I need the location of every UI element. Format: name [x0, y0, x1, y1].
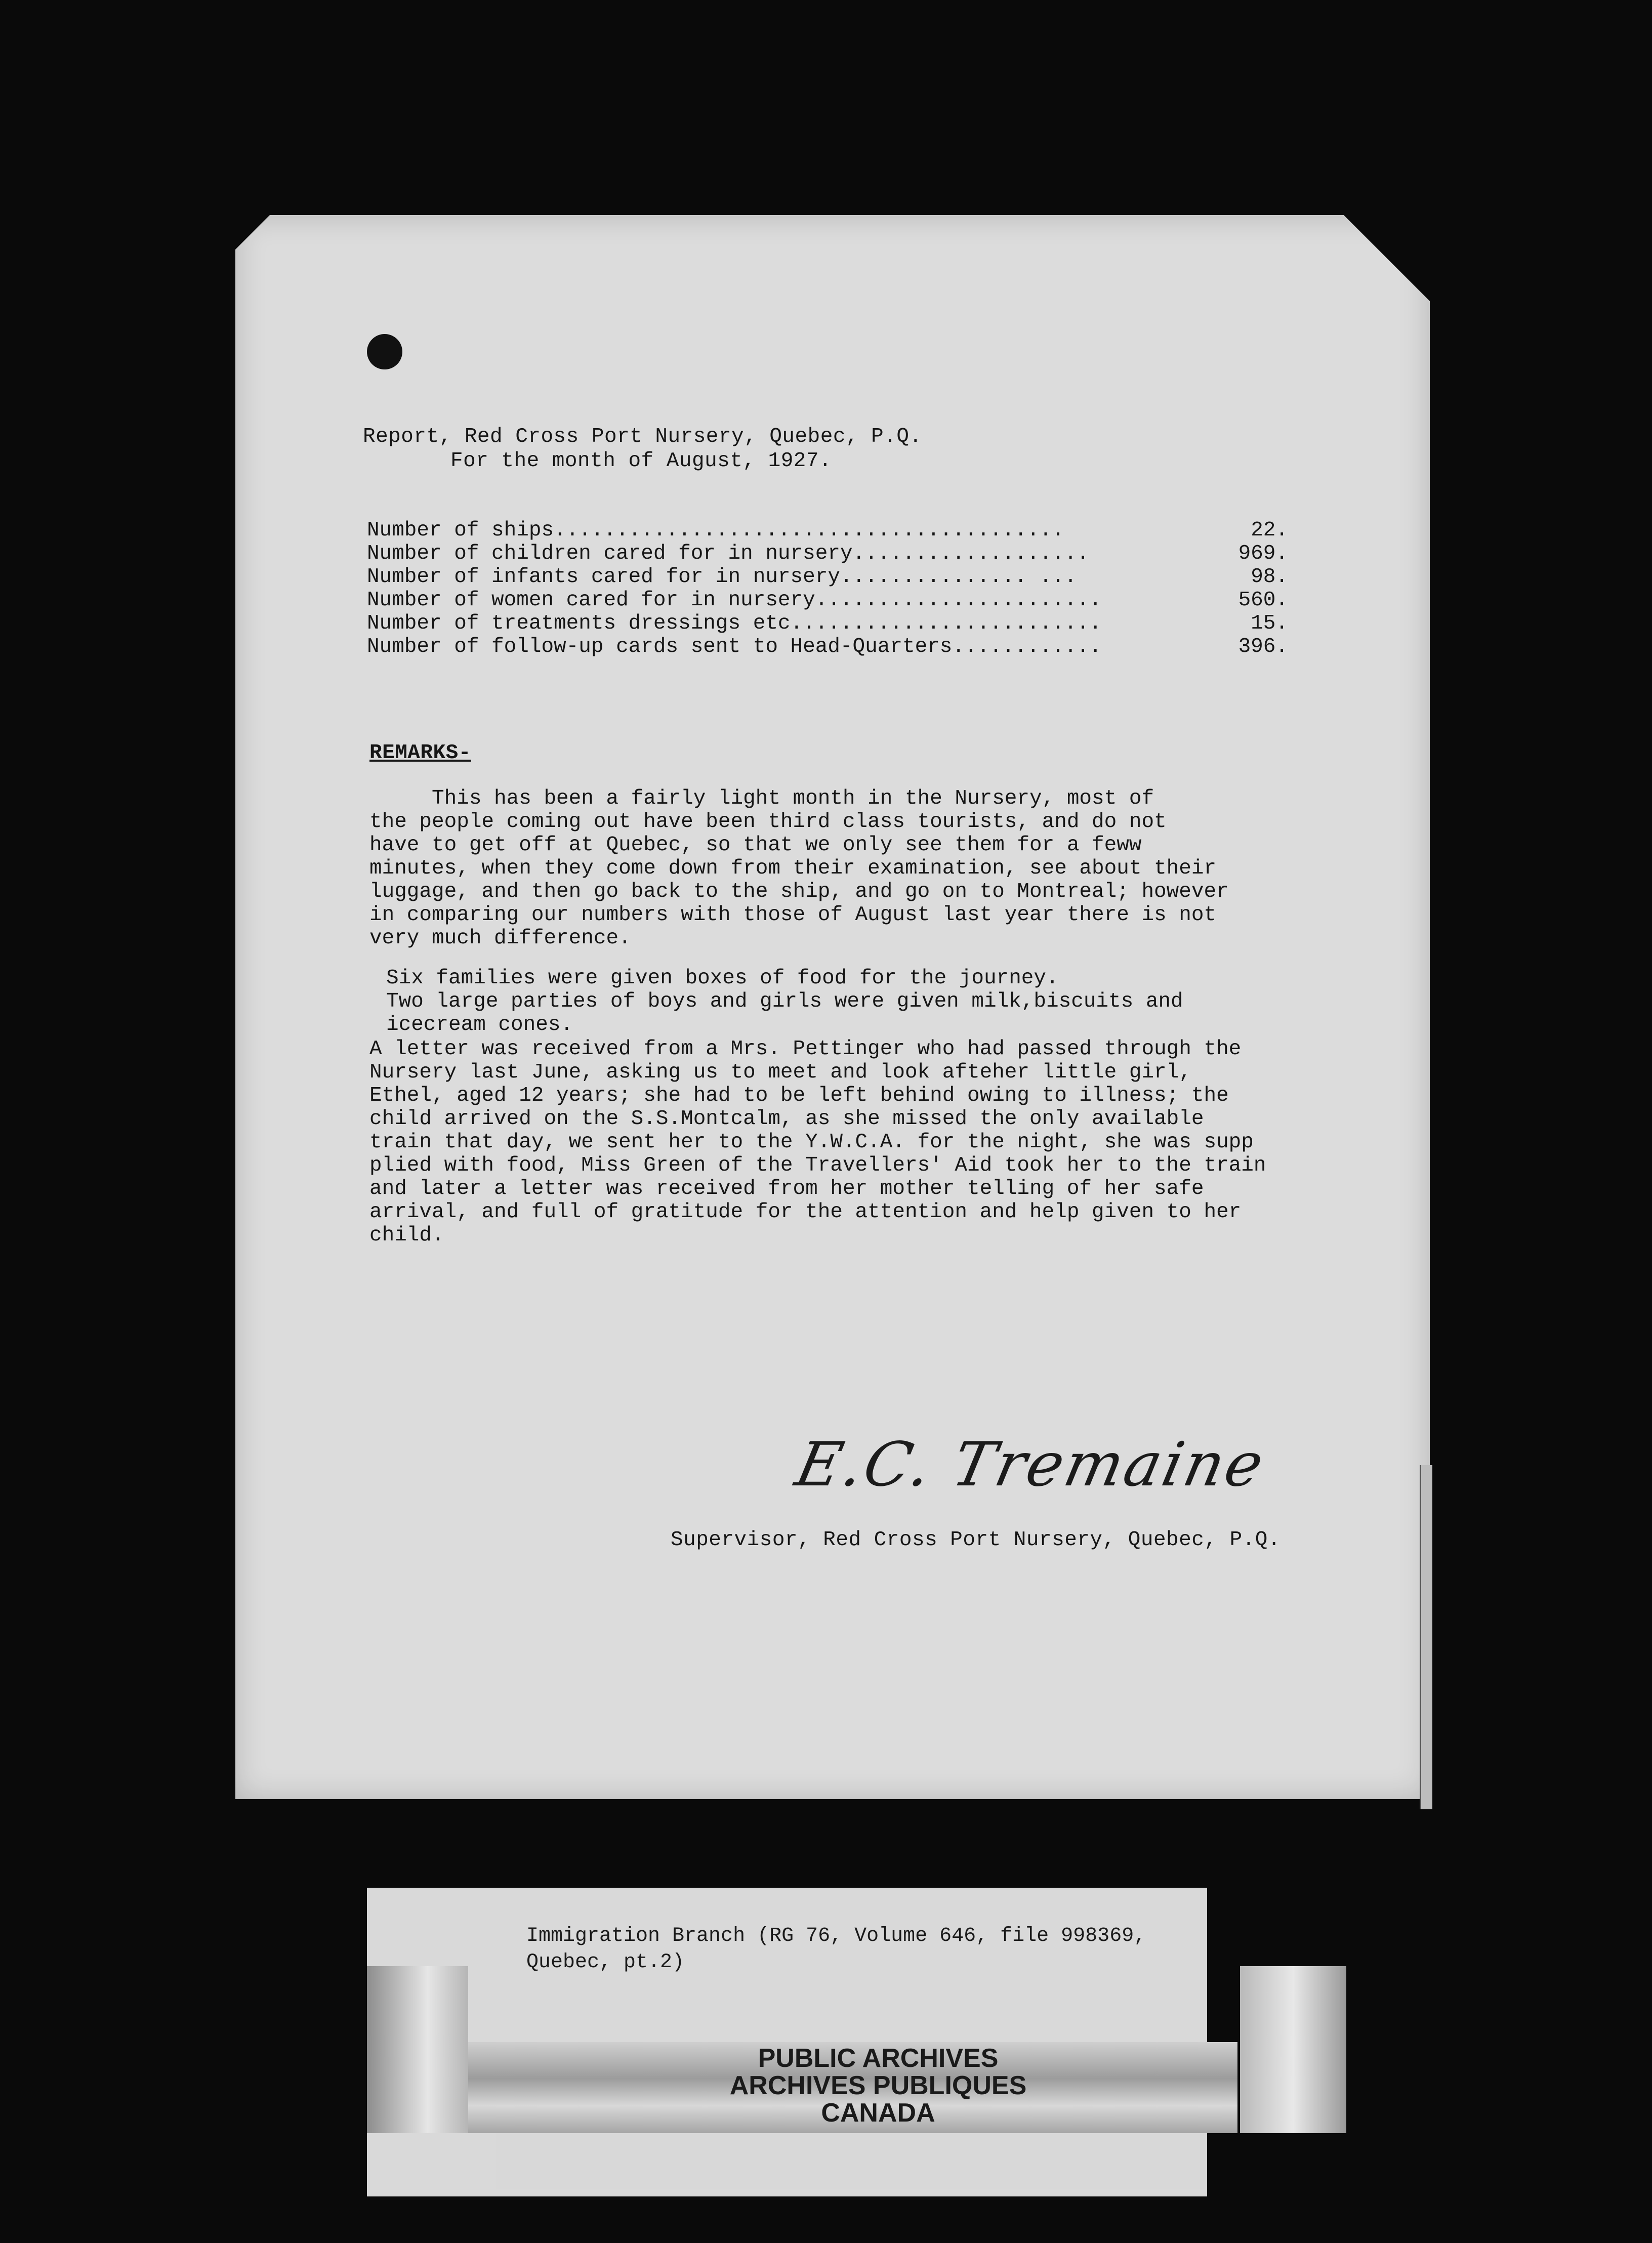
- remarks-paragraph-1: This has been a fairly light month in the Nursery, most of the people coming out have been third class tourists, and do not have to get off at Quebec, so that we only see them for a feww minutes, when they come down from their examination, see about their luggage, and then go back to the ship, and go on to Montreal; however in comparing our numbers with those of August last year there is not very much difference.: [369, 787, 1229, 950]
- archive-reference: Immigration Branch (RG 76, Volume 646, file 998369, Quebec, pt.2): [526, 1925, 1146, 1974]
- folded-corner-left: [234, 215, 270, 251]
- document-page: [235, 215, 1430, 1799]
- statistics-list: [367, 519, 1288, 658]
- folded-corner: [1344, 215, 1430, 301]
- remarks-paragraph-2: Six families were given boxes of food for the journey. Two large parties of boys and girls were given milk,biscuits and icecream cones.: [386, 967, 1183, 1036]
- report-subtitle: For the month of August, 1927.: [450, 449, 832, 473]
- stat-value: 969.: [1238, 542, 1288, 565]
- stat-label: Number of women cared for in nursery.......................: [367, 589, 1102, 612]
- handwritten-signature: E.C. Tremaine: [790, 1430, 1271, 1500]
- archives-stamp: [681, 2045, 1076, 2127]
- stat-label: Number of ships.........................................: [367, 519, 1064, 542]
- stat-value: 98.: [1251, 565, 1288, 589]
- stamp-line-3: CANADA: [821, 2098, 935, 2128]
- report-title: Report, Red Cross Port Nursery, Quebec, P.Q.: [363, 425, 922, 448]
- stat-value: 560.: [1238, 589, 1288, 612]
- stat-row-infants: [367, 565, 1288, 589]
- stat-value: 15.: [1251, 612, 1288, 635]
- stat-label: Number of children cared for in nursery...................: [367, 542, 1090, 565]
- stamp-line-2: ARCHIVES PUBLIQUES: [729, 2071, 1027, 2100]
- stat-row-children: [367, 542, 1288, 565]
- tape-left: [367, 1966, 468, 2133]
- punch-hole: [367, 334, 402, 369]
- attached-paper-edge: [1420, 1465, 1432, 1809]
- supervisor-line: Supervisor, Red Cross Port Nursery, Quebec, P.Q.: [671, 1528, 1281, 1552]
- stat-value: 396.: [1238, 635, 1288, 658]
- remarks-paragraph-3: A letter was received from a Mrs. Pettinger who had passed through the Nursery last June, asking us to meet and look afteher little girl, Ethel, aged 12 years; she had to be left behind owing to illness; the child arrived on the S.S.Montcalm, as she missed the only available train that day, we sent her to the Y.W.C.A. for the night, she was supp plied with food, Miss Green of the Travellers' Aid took her to the train and later a letter was received from her mother telling of her safe arrival, and full of gratitude for the attention and help given to her child.: [369, 1037, 1266, 1247]
- stat-row-followup: [367, 635, 1288, 658]
- remarks-heading: REMARKS-: [369, 741, 471, 765]
- stamp-line-1: PUBLIC ARCHIVES: [758, 2044, 999, 2073]
- stat-row-women: [367, 589, 1288, 612]
- stat-value: 22.: [1251, 519, 1288, 542]
- stat-row-ships: [367, 519, 1288, 542]
- tape-right: [1240, 1966, 1346, 2133]
- stat-label: Number of treatments dressings etc.........................: [367, 612, 1102, 635]
- stat-label: Number of follow-up cards sent to Head-Quarters............: [367, 635, 1102, 658]
- label-bottom-strip: [496, 2133, 1205, 2189]
- stat-label: Number of infants cared for in nursery............... ...: [367, 565, 1077, 589]
- stat-row-treatments: [367, 612, 1288, 635]
